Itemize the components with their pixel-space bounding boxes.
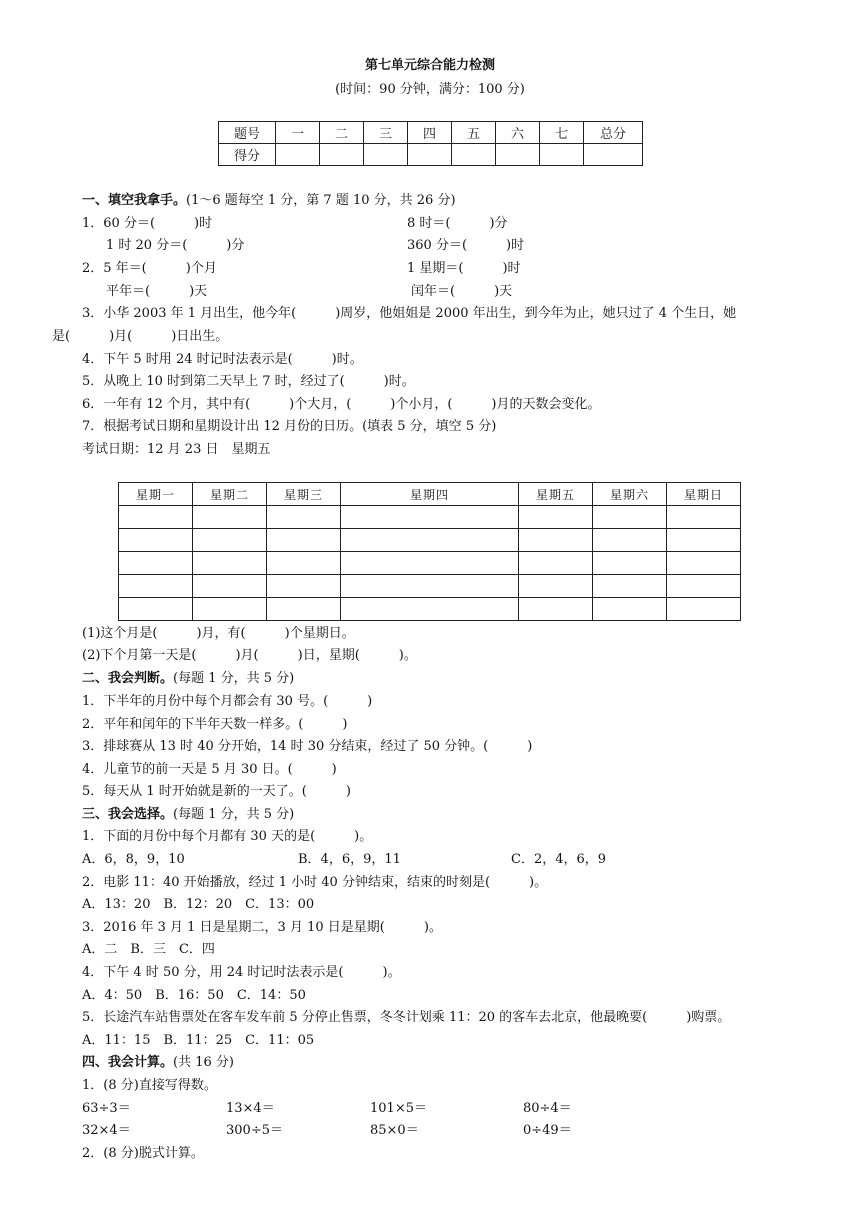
calendar-cell[interactable] <box>667 552 741 575</box>
section4-heading: 四、我会计算。 <box>82 1055 174 1070</box>
calendar-cell[interactable] <box>519 529 593 552</box>
score-input-cell[interactable] <box>408 144 452 166</box>
calendar-cell[interactable] <box>119 552 193 575</box>
calendar-header-cell: 星期一 <box>119 483 193 506</box>
calendar-cell[interactable] <box>593 598 667 621</box>
choice-options-5: A．11：15 B．11：25 C．11：05 <box>82 1033 315 1048</box>
calendar-row <box>119 598 741 621</box>
calendar-header-row <box>119 483 741 506</box>
calendar-table <box>118 482 741 621</box>
question-6: 6．一年有 12 个月，其中有( )个大月，( )个小月，( )月的天数会变化。 <box>82 397 601 412</box>
calendar-header-cell: 星期五 <box>519 483 593 506</box>
score-header-cell: 三 <box>364 122 408 144</box>
section1-note: (1～6 题每空 1 分，第 7 题 10 分，共 26 分) <box>186 193 456 208</box>
score-input-cell[interactable] <box>452 144 496 166</box>
score-header-cell: 二 <box>320 122 364 144</box>
judge-item: 1．下半年的月份中每个月都会有 30 号。( ) <box>82 694 373 709</box>
calendar-cell[interactable] <box>593 529 667 552</box>
calendar-cell[interactable] <box>341 529 519 552</box>
calendar-cell[interactable] <box>119 598 193 621</box>
calendar-cell[interactable] <box>519 552 593 575</box>
section2-header <box>82 671 294 687</box>
question-1b-left: 1 时 20 分＝( )分 <box>106 238 245 253</box>
calendar-cell[interactable] <box>193 575 267 598</box>
calendar-cell[interactable] <box>119 575 193 598</box>
choice-question-1: 1．下面的月份中每个月都有 30 天的是( )。 <box>82 829 373 844</box>
calendar-cell[interactable] <box>267 552 341 575</box>
calendar-header-cell: 星期三 <box>267 483 341 506</box>
calc-item: 0÷49＝ <box>523 1123 572 1138</box>
score-input-cell[interactable] <box>276 144 320 166</box>
question-2b-left: 平年＝( )天 <box>106 284 208 299</box>
score-input-cell[interactable] <box>540 144 584 166</box>
calendar-cell[interactable] <box>593 552 667 575</box>
choice-option-c: C．2，4，6，9 <box>511 852 607 867</box>
calendar-header-cell: 星期日 <box>667 483 741 506</box>
question-1b-right: 360 分＝( )时 <box>407 238 525 253</box>
calendar-cell[interactable] <box>667 598 741 621</box>
score-input-cell[interactable] <box>496 144 540 166</box>
calendar-cell[interactable] <box>193 598 267 621</box>
choice-options-4: A．4：50 B．16：50 C．14：50 <box>82 988 306 1003</box>
choice-question-3: 3．2016 年 3 月 1 日是星期二，3 月 10 日是星期( )。 <box>82 920 442 935</box>
calendar-cell[interactable] <box>593 506 667 529</box>
calendar-cell[interactable] <box>193 529 267 552</box>
calendar-cell[interactable] <box>267 529 341 552</box>
judge-item: 3．排球赛从 13 时 40 分开始，14 时 30 分结束，经过了 50 分钟。( ) <box>82 739 533 754</box>
calendar-cell[interactable] <box>267 575 341 598</box>
calendar-header-cell: 星期四 <box>341 483 519 506</box>
calendar-cell[interactable] <box>119 529 193 552</box>
section1-heading: 一、填空我拿手。 <box>82 193 187 208</box>
section3-note: (每题 1 分，共 5 分) <box>173 807 295 822</box>
score-input-cell[interactable] <box>320 144 364 166</box>
calc-item: 85×0＝ <box>370 1123 419 1138</box>
question-7-sub1: (1)这个月是( )月，有( )个星期日。 <box>82 626 355 641</box>
choice-options-3: A．二 B．三 C．四 <box>82 942 215 957</box>
calendar-cell[interactable] <box>341 552 519 575</box>
calendar-cell[interactable] <box>267 598 341 621</box>
calendar-cell[interactable] <box>193 552 267 575</box>
page-title: 第七单元综合能力检测 <box>364 58 495 73</box>
calc-question-1: 1．(8 分)直接写得数。 <box>82 1078 217 1093</box>
section3-heading: 三、我会选择。 <box>82 807 174 822</box>
choice-question-4: 4．下午 4 时 50 分，用 24 时记时法表示是( )。 <box>82 965 401 980</box>
section4-header <box>82 1055 234 1071</box>
calc-item: 300÷5＝ <box>226 1123 283 1138</box>
calendar-cell[interactable] <box>341 598 519 621</box>
question-2a-left: 2．5 年＝( )个月 <box>82 261 217 276</box>
calc-question-2: 2．(8 分)脱式计算。 <box>82 1146 204 1161</box>
exam-date: 考试日期：12 月 23 日 星期五 <box>82 442 271 457</box>
choice-question-5: 5．长途汽车站售票处在客车发车前 5 分停止售票，冬冬计划乘 11：20 的客车去北京，他最晚要( )购票。 <box>82 1010 731 1025</box>
choice-option-b: B．4，6，9，11 <box>298 852 401 867</box>
choice-question-2: 2．电影 11：40 开始播放，经过 1 小时 40 分钟结束，结束的时刻是( )。 <box>82 875 548 890</box>
section4-note: (共 16 分) <box>173 1055 234 1070</box>
calendar-cell[interactable] <box>193 506 267 529</box>
score-table-score-row <box>219 144 643 166</box>
score-input-cell[interactable] <box>364 144 408 166</box>
calendar-row <box>119 552 741 575</box>
calc-item: 13×4＝ <box>226 1101 275 1116</box>
calendar-header-cell: 星期二 <box>193 483 267 506</box>
score-header-cell: 题号 <box>219 122 276 144</box>
score-input-cell[interactable] <box>584 144 643 166</box>
question-3-line2: 是( )月( )日出生。 <box>52 329 229 344</box>
question-1a-left: 1．60 分＝( )时 <box>82 216 213 231</box>
calendar-cell[interactable] <box>593 575 667 598</box>
score-row-label: 得分 <box>219 144 276 166</box>
question-1a-right: 8 时＝( )分 <box>407 216 508 231</box>
score-header-cell: 五 <box>452 122 496 144</box>
calendar-cell[interactable] <box>519 575 593 598</box>
calendar-row <box>119 506 741 529</box>
calendar-cell[interactable] <box>667 506 741 529</box>
section1-header <box>82 193 456 209</box>
calc-item: 80÷4＝ <box>523 1101 572 1116</box>
question-7-sub2: (2)下个月第一天是( )月( )日，星期( )。 <box>82 648 417 663</box>
calendar-cell[interactable] <box>667 529 741 552</box>
judge-item: 4．儿童节的前一天是 5 月 30 日。( ) <box>82 762 337 777</box>
question-5: 5．从晚上 10 时到第二天早上 7 时，经过了( )时。 <box>82 374 415 389</box>
judge-item: 5．每天从 1 时开始就是新的一天了。( ) <box>82 784 351 799</box>
section3-header <box>82 807 294 823</box>
calc-item: 63÷3＝ <box>82 1101 131 1116</box>
score-table-header-row <box>219 122 643 144</box>
calendar-cell[interactable] <box>341 575 519 598</box>
calendar-cell[interactable] <box>667 575 741 598</box>
score-table <box>218 121 643 166</box>
question-2a-right: 1 星期＝( )时 <box>407 261 521 276</box>
calendar-cell[interactable] <box>519 506 593 529</box>
calc-item: 32×4＝ <box>82 1123 131 1138</box>
score-header-cell: 四 <box>408 122 452 144</box>
judge-item: 2．平年和闰年的下半年天数一样多。( ) <box>82 717 348 732</box>
question-4: 4．下午 5 时用 24 时记时法表示是( )时。 <box>82 352 363 367</box>
score-header-cell: 六 <box>496 122 540 144</box>
page-subtitle: (时间：90 分钟，满分：100 分) <box>335 82 525 97</box>
question-2b-right: 闰年＝( )天 <box>411 284 513 299</box>
choice-options-2: A．13：20 B．12：20 C．13：00 <box>82 897 315 912</box>
calendar-row <box>119 529 741 552</box>
calendar-cell[interactable] <box>341 506 519 529</box>
choice-option-a: A．6，8，9，10 <box>82 852 185 867</box>
score-header-cell: 七 <box>540 122 584 144</box>
calc-item: 101×5＝ <box>370 1101 427 1116</box>
question-3-line1: 3．小华 2003 年 1 月出生，他今年( )周岁，他姐姐是 2000 年出生，到今年为止，她只过了 4 个生日，她 <box>82 306 737 321</box>
calendar-header-cell: 星期六 <box>593 483 667 506</box>
calendar-cell[interactable] <box>119 506 193 529</box>
question-7: 7．根据考试日期和星期设计出 12 月份的日历。(填表 5 分，填空 5 分) <box>82 419 497 434</box>
section2-heading: 二、我会判断。 <box>82 671 174 686</box>
score-header-cell: 一 <box>276 122 320 144</box>
calendar-cell[interactable] <box>267 506 341 529</box>
score-header-cell: 总分 <box>584 122 643 144</box>
calendar-row <box>119 575 741 598</box>
section2-note: (每题 1 分，共 5 分) <box>173 671 295 686</box>
calendar-cell[interactable] <box>519 598 593 621</box>
